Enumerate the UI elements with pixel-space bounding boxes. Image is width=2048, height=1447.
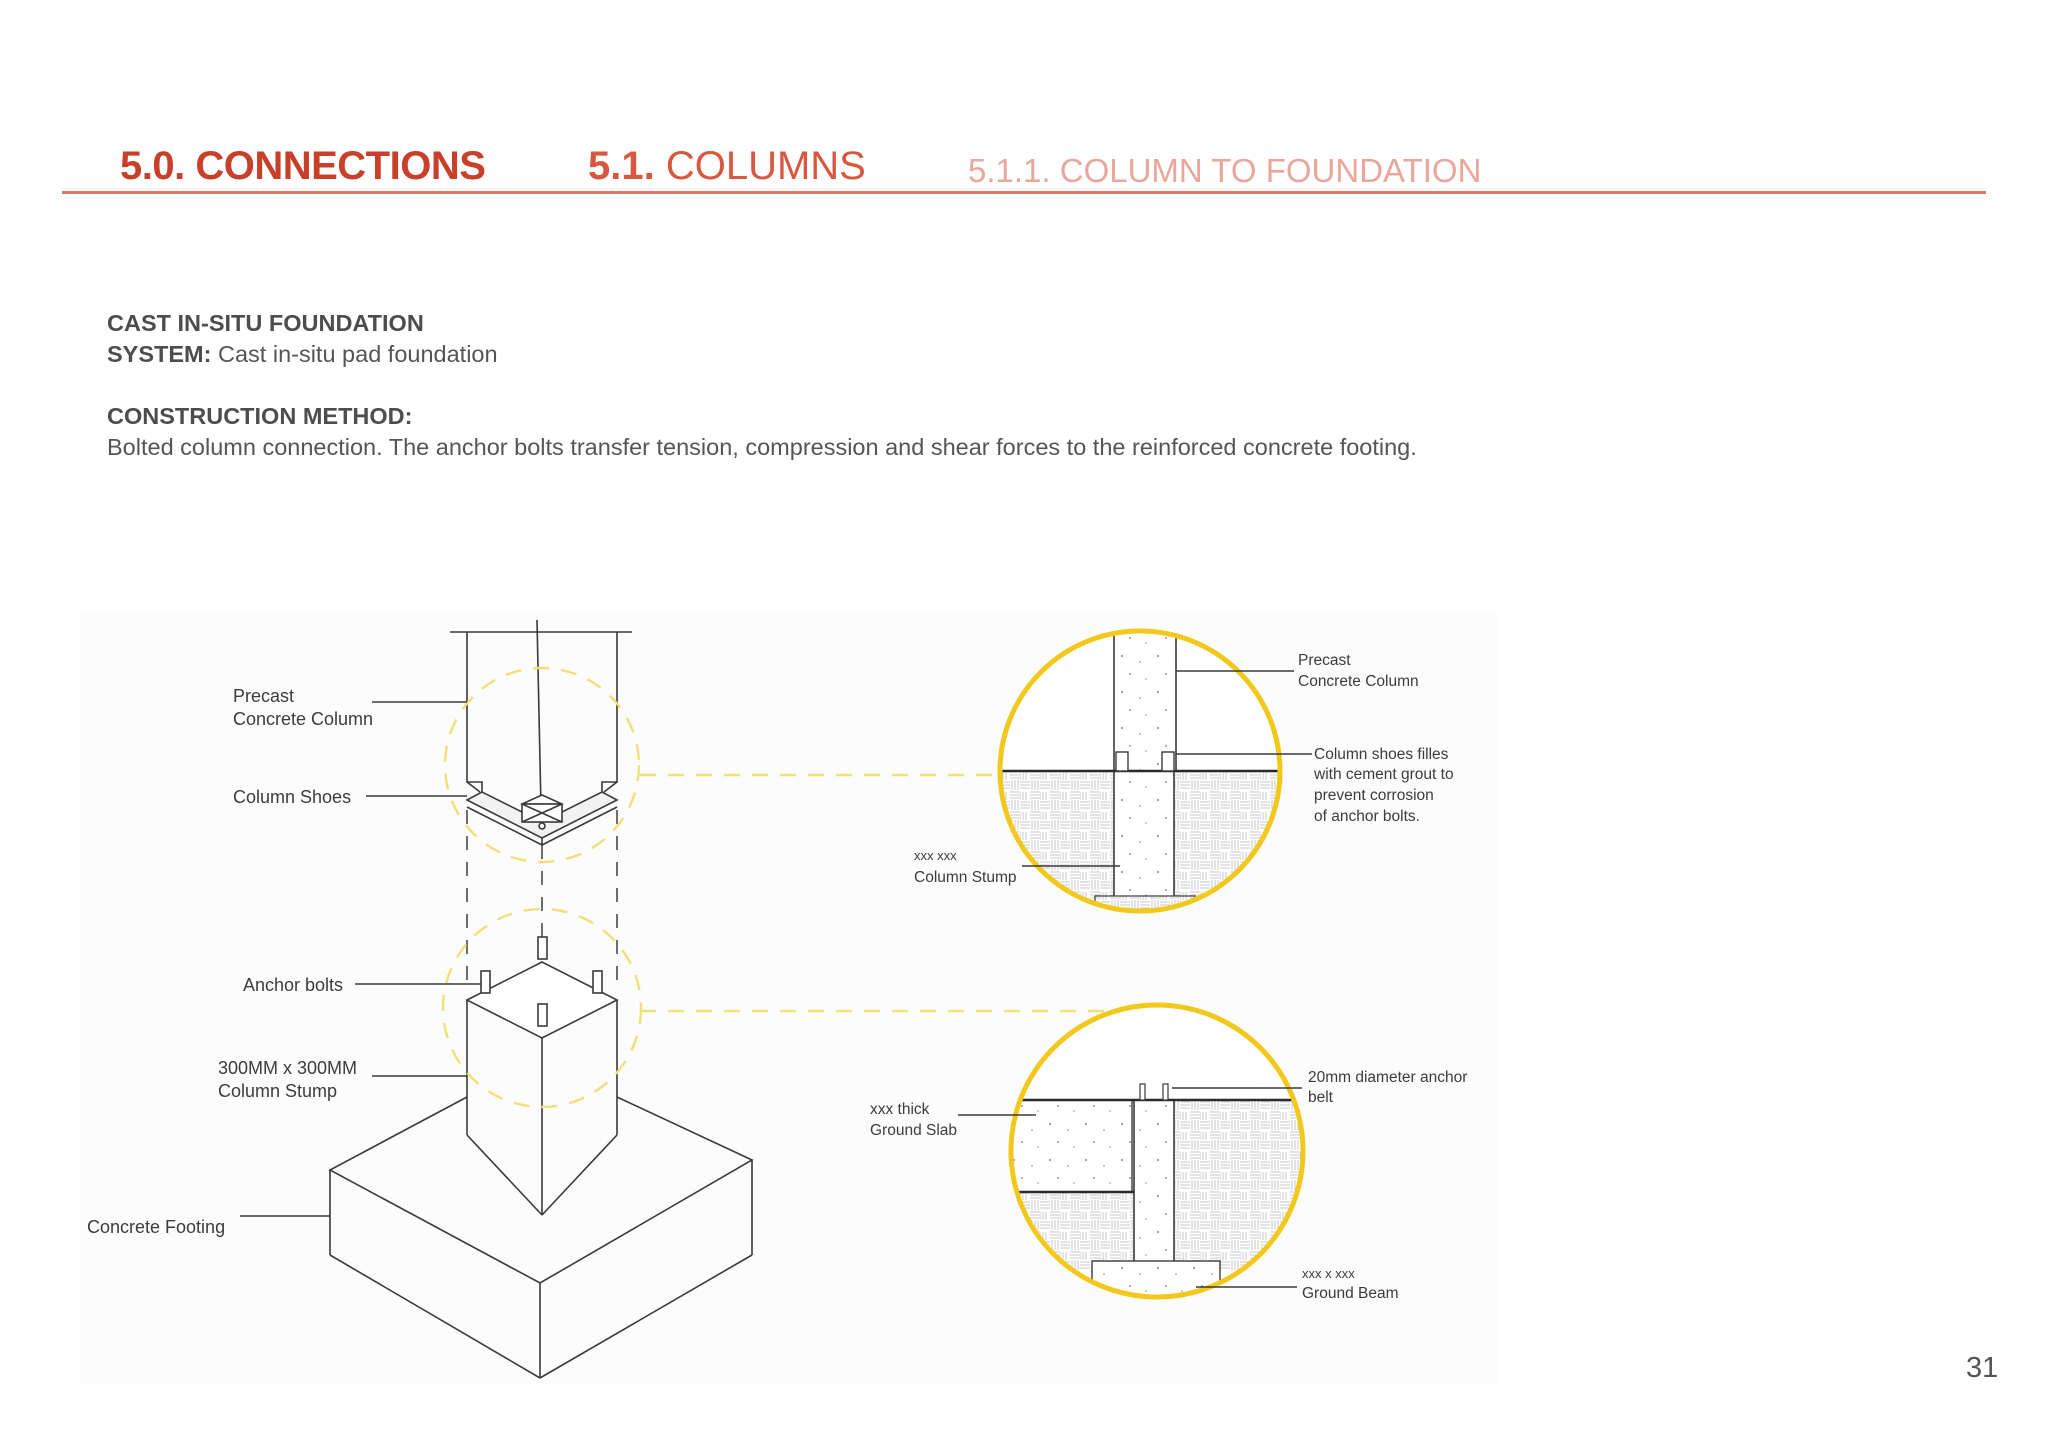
method-label: CONSTRUCTION METHOD: <box>107 403 413 429</box>
label-precast-1: Precast <box>233 686 295 706</box>
subsection-name: COLUMNS <box>654 144 866 188</box>
detail-bottom-bolt-2: belt <box>1308 1089 1333 1106</box>
detail-bottom-beam-1: xxx x xxx <box>1302 1266 1355 1281</box>
page-number: 31 <box>1966 1352 1999 1384</box>
detail-top-shoes-2: with cement grout to <box>1314 766 1454 783</box>
label-stump-2: Column Stump <box>218 1081 338 1101</box>
subsection-number: 5.1. <box>588 144 655 188</box>
detail-top-shoes-1: Column shoes filles <box>1314 746 1449 763</box>
label-stump-1: 300MM x 300MM <box>218 1058 358 1078</box>
label-anchor-bolts: Anchor bolts <box>243 975 344 995</box>
label-precast-2: Concrete Column <box>233 709 374 729</box>
system-value: Cast in-situ pad foundation <box>211 341 498 367</box>
detail-top-stump-1: xxx xxx <box>914 848 957 863</box>
detail-top-shoes-4: of anchor bolts. <box>1314 808 1420 825</box>
detail-bottom-beam-2: Ground Beam <box>1302 1285 1399 1302</box>
detail-top-stump-2: Column Stump <box>914 869 1017 886</box>
detail-top-precast-2: Concrete Column <box>1298 673 1419 690</box>
detail-top-precast-1: Precast <box>1298 652 1351 669</box>
detail-bottom-bolt-1: 20mm diameter anchor <box>1308 1069 1468 1086</box>
label-column-shoes: Column Shoes <box>233 787 352 807</box>
label-footing: Concrete Footing <box>87 1217 226 1237</box>
topic-title: 5.1.1. COLUMN TO FOUNDATION <box>968 152 1482 189</box>
method-text: Bolted column connection. The anchor bolts transfer tension, compression and shear forces to the reinforced concrete footing. <box>107 434 1417 460</box>
detail-bottom-slab-1: xxx thick <box>870 1101 930 1118</box>
section-title: 5.0. CONNECTIONS <box>120 144 486 188</box>
system-label: SYSTEM: <box>107 341 212 367</box>
detail-bottom-slab-2: Ground Slab <box>870 1122 958 1139</box>
intro-heading: CAST IN-SITU FOUNDATION <box>107 310 424 336</box>
detail-top-shoes-3: prevent corrosion <box>1314 787 1434 804</box>
